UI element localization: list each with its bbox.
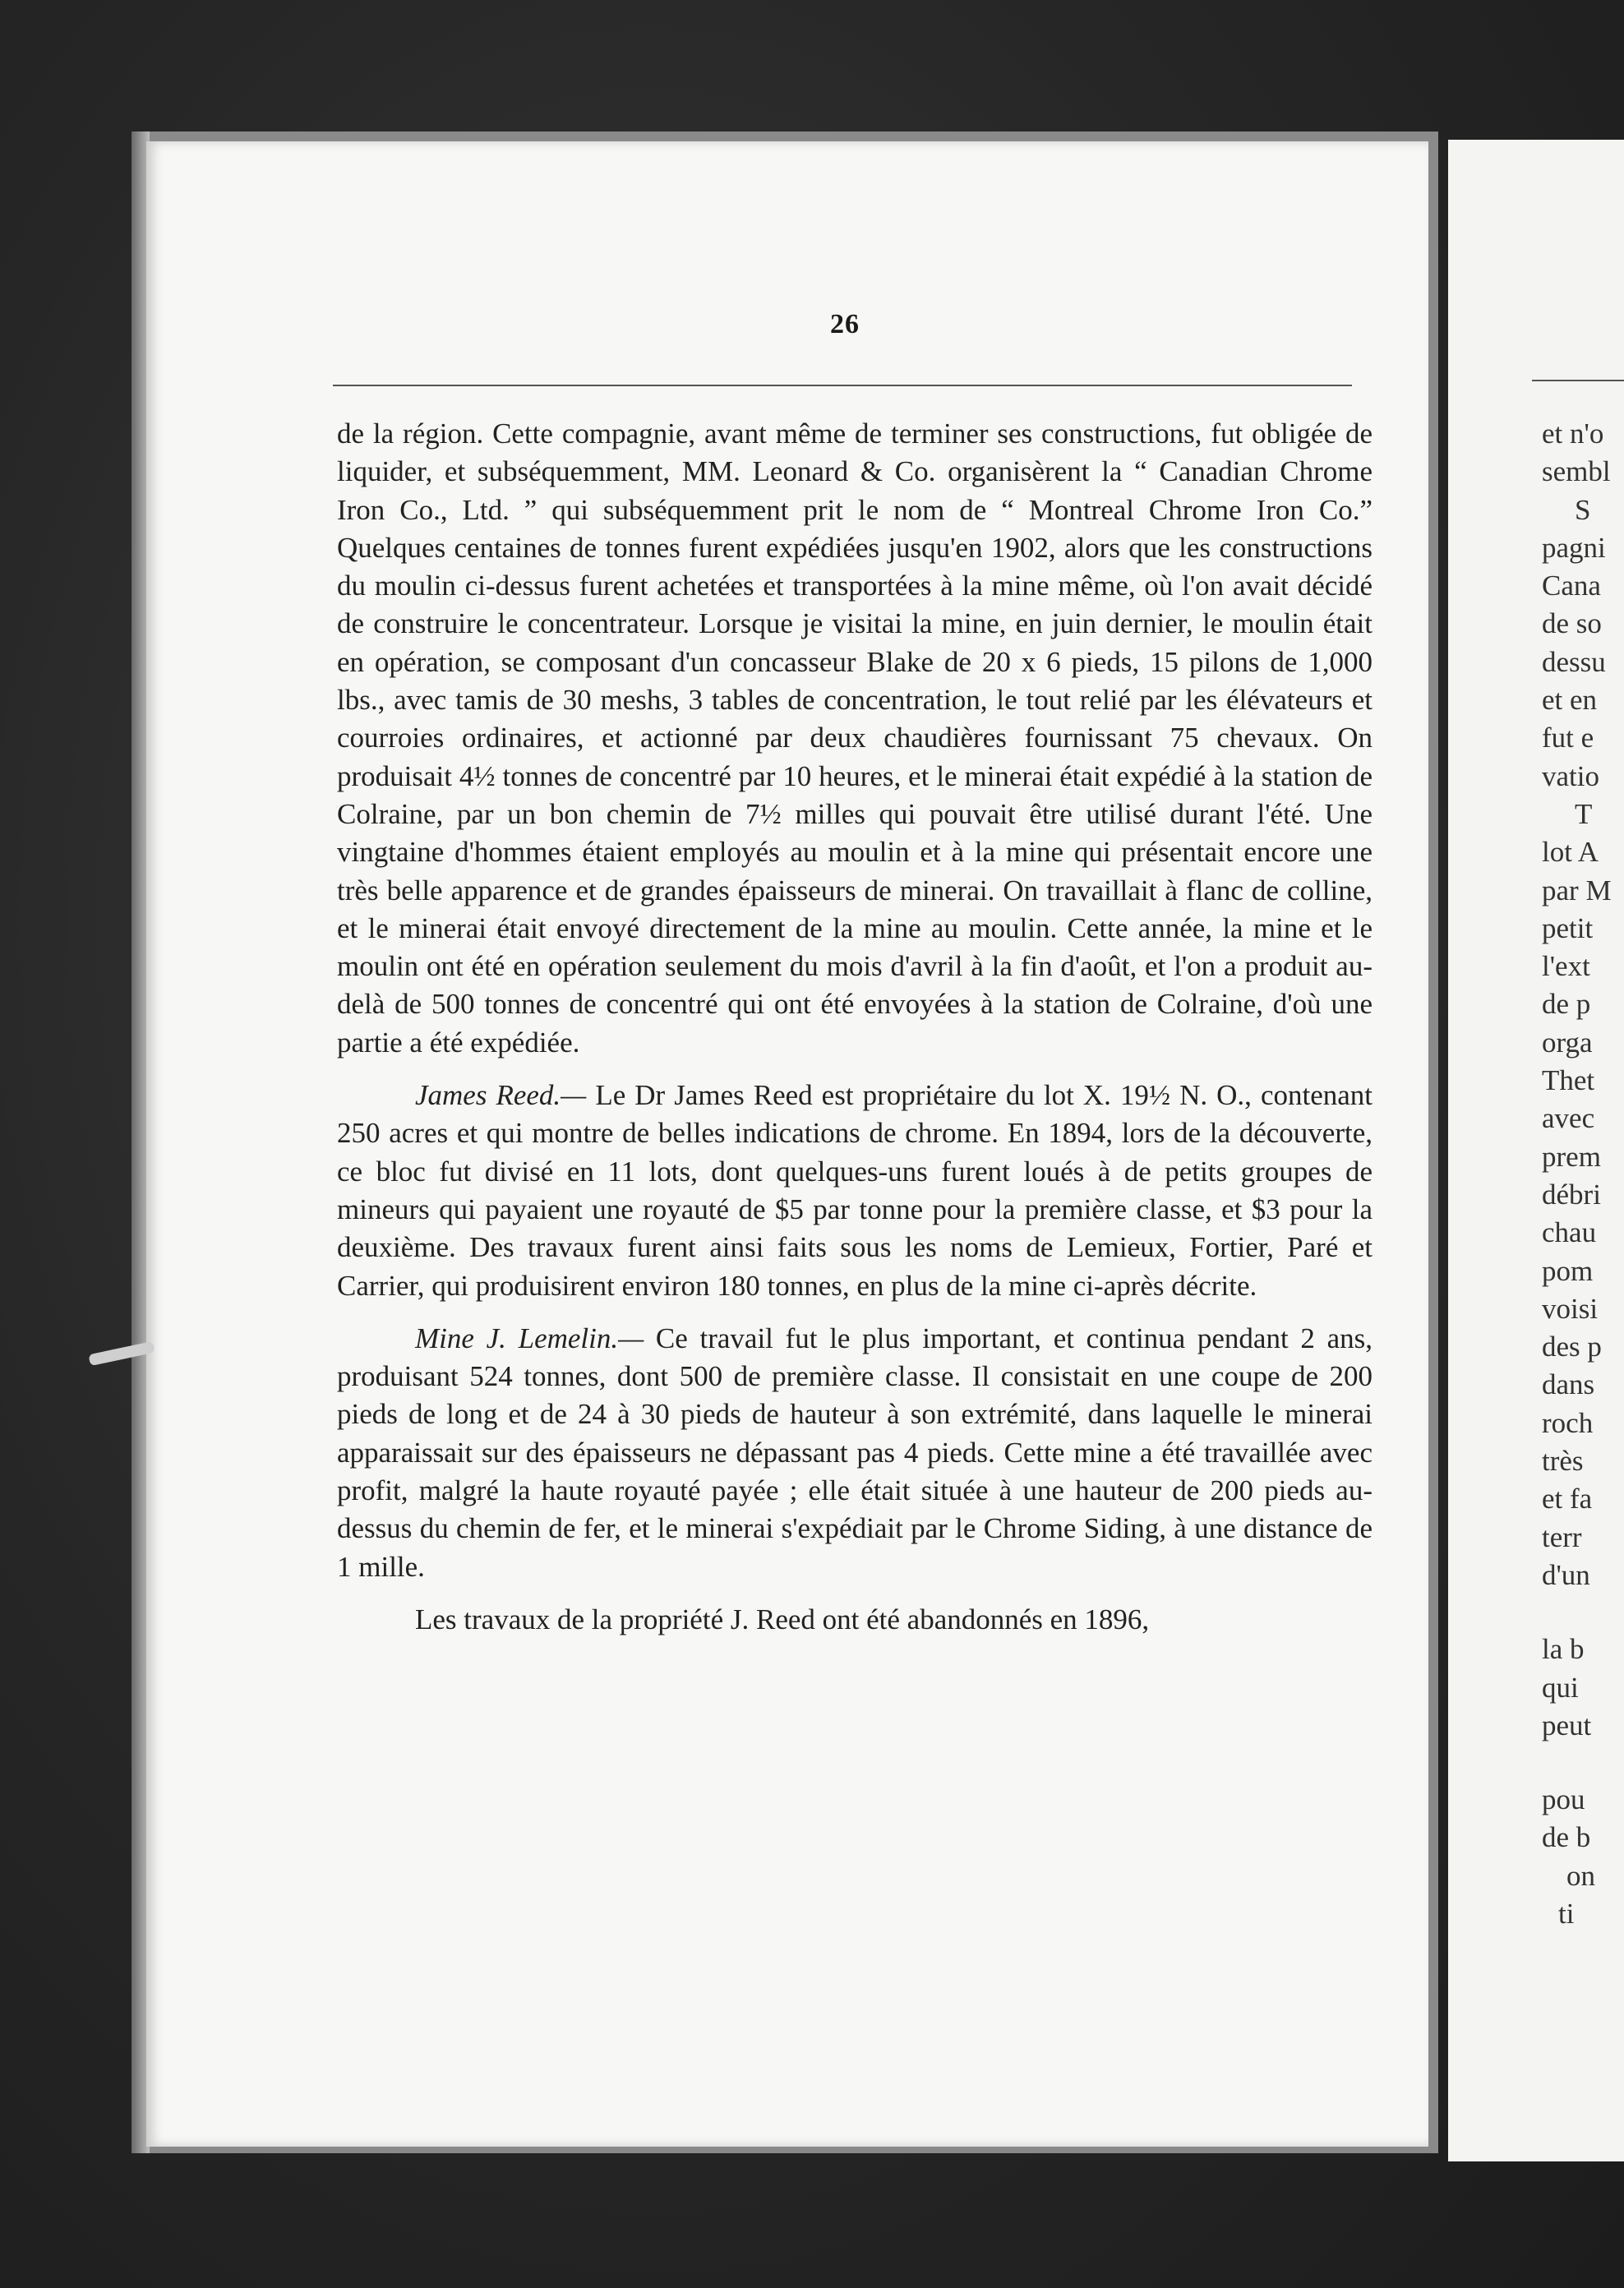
paragraph-1 (337, 415, 1373, 1062)
adjacent-line: l'ext (1542, 950, 1590, 983)
adjacent-line: de p (1542, 988, 1591, 1021)
paragraph-mine-lemelin (337, 1320, 1373, 1586)
adjacent-line: on (1566, 1859, 1595, 1892)
adjacent-line: terr (1542, 1520, 1582, 1553)
adjacent-line: pagni (1542, 531, 1606, 564)
paragraph-2-lead: James Reed.— (415, 1079, 587, 1112)
adjacent-line: la b (1542, 1633, 1585, 1666)
adjacent-line: lot A (1542, 836, 1599, 869)
adjacent-line: qui (1542, 1671, 1579, 1704)
adjacent-page-rule (1532, 380, 1624, 381)
adjacent-line: roch (1542, 1406, 1594, 1439)
adjacent-line: de so (1542, 607, 1602, 640)
paragraph-2-text: Le Dr James Reed est propriétaire du lot X. 19½ N. O., contenant 250 acres et qui montre de belles indications de chrome. En 1894, lors de la découverte, ce bloc fut divisé en 11 lots, dont quelques-uns furent loués à de petits groupes de mineurs qui payaient une royauté de $5 par tonne pour la première classe, et $3 pour la deuxième. Des travaux furent ainsi faits sous les noms de Lemieux, Fortier, Paré et Carrier, qui produisirent environ 180 tonnes, en plus de la mine ci-après décrite. (337, 1079, 1373, 1302)
adjacent-line: pom (1542, 1254, 1594, 1287)
body-text (337, 415, 1373, 1639)
adjacent-line: et fa (1542, 1483, 1593, 1515)
adjacent-line: dans (1542, 1368, 1595, 1401)
adjacent-gap (1542, 1745, 1624, 1781)
paragraph-4-text: Les travaux de la propriété J. Reed ont été abandonnés en 1896, (415, 1603, 1150, 1635)
adjacent-line: ti (1558, 1897, 1575, 1930)
paragraph-3-text: Ce travail fut le plus important, et continua pendant 2 ans, produisant 524 tonnes, dont 500 de première classe. Il consistait en une coupe de 200 pieds de long et de 24 à 30 pieds de hauteur à son extrémité, dans laquelle le minerai apparaissait sur des épaisseurs ne dépassant pas 4 pieds. Cette mine a été travaillée avec profit, malgré la haute royauté payée ; elle était située à une hauteur de 200 pieds au-dessus du chemin de fer, et le minerai s'expédiait par le Chrome Siding, à une distance de 1 mille. (337, 1322, 1373, 1583)
paragraph-4 (337, 1601, 1373, 1639)
adjacent-line: Thet (1542, 1064, 1595, 1097)
adjacent-line: sembl (1542, 455, 1611, 488)
adjacent-line: petit (1542, 911, 1594, 944)
adjacent-page-text (1542, 415, 1624, 1933)
adjacent-line: orga (1542, 1026, 1593, 1059)
adjacent-line: T (1575, 797, 1593, 830)
adjacent-line: et n'o (1542, 417, 1604, 450)
adjacent-line: d'un (1542, 1558, 1590, 1591)
adjacent-gap (1542, 1594, 1624, 1631)
adjacent-line: vatio (1542, 759, 1599, 792)
adjacent-line: et en (1542, 684, 1598, 717)
paragraph-james-reed (337, 1077, 1373, 1305)
adjacent-line: très (1542, 1445, 1584, 1478)
adjacent-line: par M (1542, 874, 1612, 906)
adjacent-line: débri (1542, 1178, 1601, 1211)
adjacent-line: chau (1542, 1216, 1597, 1249)
adjacent-line: de b (1542, 1821, 1591, 1854)
adjacent-line: des p (1542, 1331, 1602, 1363)
adjacent-line: prem (1542, 1140, 1601, 1173)
adjacent-line: fut e (1542, 722, 1594, 754)
page-number: 26 (830, 309, 860, 339)
paragraph-1-text: de la région. Cette compagnie, avant même de terminer ses constructions, fut obligée de liquider, et subséquemment, MM. Leonard & Co. organisèrent la “ Canadian Chrome Iron Co., Ltd. ” qui subséquemment prit le nom de “ Montreal Chrome Iron Co.” Quelques centaines de tonnes furent expédiées jusqu'en 1902, alors que les constructions du moulin ci-dessus furent achetées et transportées à la mine même, où l'on avait décidé de construire le concentrateur. Lorsque je visitai la mine, en juin dernier, le moulin était en opération, se composant d'un concasseur Blake de 20 x 6 pieds, 15 pilons de 1,000 lbs., avec tamis de 30 meshs, 3 tables de concentration, le tout relié par les élévateurs et courroies ordinaires, et actionné par deux chaudières fournissant 75 chevaux. On produisait 4½ tonnes de concentré par 10 heures, et le minerai était expédié à la station de Colraine, par un bon chemin de 7½ milles qui pouvait être utilisé durant l'été. Une vingtaine d'hommes étaient employés au moulin et à la mine qui présentait encore une très belle apparence et de grandes épaisseurs de minerai. On travaillait à flanc de colline, et le minerai était envoyé directement de la mine au moulin. Cette année, la mine et le moulin ont été en opération seulement du mois d'avril à la fin d'août, et l'on a produit au-delà de 500 tonnes de concentré qui ont été envoyées à la station de Colraine, d'où une partie a été expédiée. (337, 417, 1373, 1059)
adjacent-line: voisi (1542, 1292, 1599, 1325)
adjacent-line: dessu (1542, 645, 1606, 678)
adjacent-line: Cana (1542, 570, 1601, 602)
adjacent-line: pou (1542, 1783, 1585, 1816)
adjacent-line: avec (1542, 1102, 1595, 1135)
adjacent-line: peut (1542, 1709, 1592, 1741)
adjacent-line: S (1575, 493, 1591, 526)
paragraph-3-lead: Mine J. Lemelin.— (415, 1322, 644, 1354)
header-rule (333, 385, 1352, 386)
